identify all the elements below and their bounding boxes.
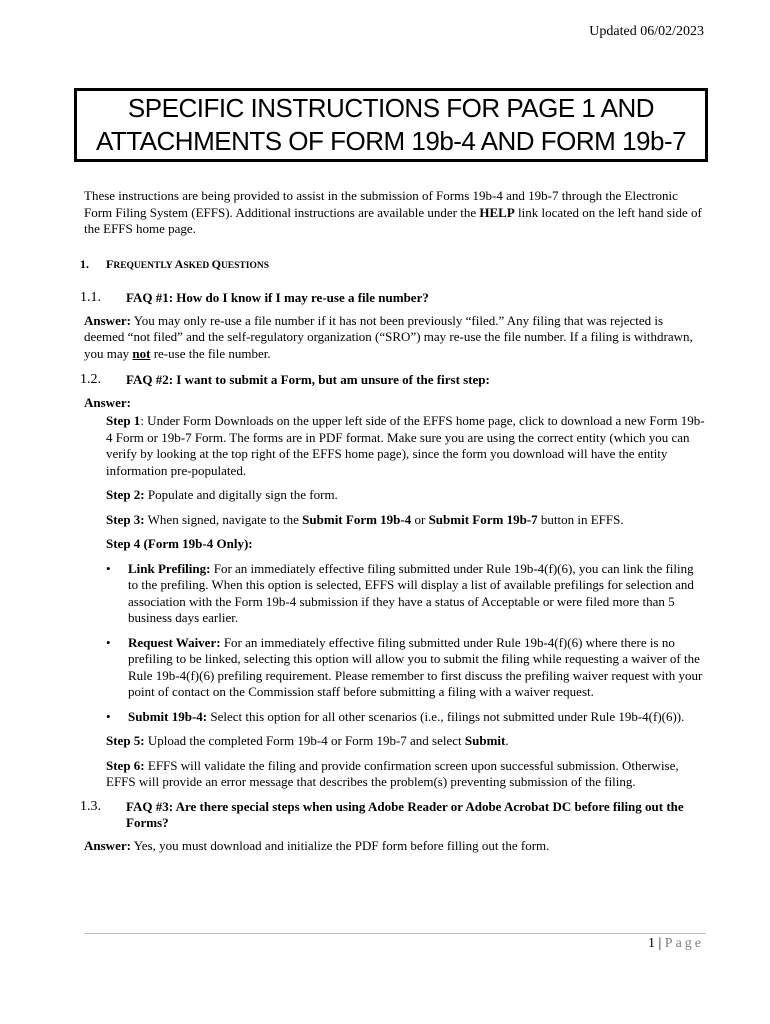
intro-paragraph xyxy=(84,188,706,238)
step-5-period: . xyxy=(505,733,509,748)
step-3-label: Step 3: xyxy=(106,511,145,527)
bullet-icon: • xyxy=(106,634,111,650)
heading-smallcaps: REQUENTLY xyxy=(113,260,175,271)
heading-cap: Q xyxy=(211,256,221,271)
faq-1-answer xyxy=(84,313,706,363)
step-6-text: EFFS will validate the filing and provide confirmation screen upon successful submission. Otherwise, EFFS will provide an error message that describes the problem(s) preventing submission of the filing. xyxy=(106,757,679,789)
faq-2-number: 1.2. xyxy=(80,372,101,387)
step-4-heading: Step 4 (Form 19b-4 Only): xyxy=(106,536,253,551)
step-1-label: Step 1 xyxy=(106,413,141,428)
section-number: 1. xyxy=(80,256,89,271)
answer-label: Answer: xyxy=(84,837,131,853)
faq-3-answer xyxy=(84,838,706,855)
faq-3-question-text: FAQ #3: Are there special steps when using Adobe Reader or Adobe Acrobat DC before filing out the Forms? xyxy=(126,798,684,830)
step-4-options xyxy=(106,561,706,726)
answer-text: You may only re-use a file number if it has not been previously “filed.” Any filing that was rejected is deemed “not filed” and the self-regulatory organization (“SRO”) may re-use the file number. If a filing is withdrawn, you may xyxy=(84,312,693,361)
step-4-label xyxy=(106,536,706,553)
step-2 xyxy=(106,487,706,504)
answer-label: Answer: xyxy=(84,312,131,328)
faq-2-question xyxy=(80,372,706,389)
step-3 xyxy=(106,512,706,529)
faq-3-question xyxy=(80,799,706,832)
page-number: 1 xyxy=(647,936,655,951)
help-link-text: HELP xyxy=(479,204,515,220)
option-label: Link Prefiling: xyxy=(128,560,211,576)
faq-1-question-text: FAQ #1: How do I know if I may re-use a file number? xyxy=(126,290,429,305)
submit-keyword: Submit xyxy=(464,733,506,748)
submit-19b4-button-name: Submit Form 19b-4 xyxy=(302,511,412,527)
page-footer xyxy=(648,936,704,952)
step-2-text: Populate and digitally sign the form. xyxy=(144,487,338,502)
updated-date: Updated 06/02/2023 xyxy=(589,24,704,39)
title-line-1: SPECIFIC INSTRUCTIONS FOR PAGE 1 AND xyxy=(127,93,655,123)
option-text: For an immediately effective filing submitted under Rule 19b-4(f)(6), you can link the filing to the prefiling. When this option is selected, EFFS will display a list of available prefilings for selection and association with the Form 19b-4 submission if they have a status of Acceptable or were filed more than 5 business days earlier. xyxy=(128,560,694,625)
heading-smallcaps: SKED xyxy=(183,260,212,271)
list-item xyxy=(106,635,706,701)
option-text: Select this option for all other scenarios (i.e., filings not submitted under Rule 19b-4(f)(6)). xyxy=(207,708,685,724)
step-5 xyxy=(106,733,706,750)
step-2-label: Step 2: xyxy=(106,487,145,502)
answer-text-end: re-use the file number. xyxy=(150,345,271,361)
document-title xyxy=(74,88,708,162)
page-word: Page xyxy=(664,936,704,951)
step-1 xyxy=(106,413,706,479)
list-item xyxy=(106,709,706,726)
footer-divider xyxy=(84,933,706,934)
answer-emphasis-not: not xyxy=(132,345,151,361)
option-label: Request Waiver: xyxy=(128,634,221,650)
step-5-text: Upload the completed Form 19b-4 or Form 19b-7 and select xyxy=(144,733,465,748)
bullet-icon: • xyxy=(106,560,111,576)
heading-smallcaps: UESTIONS xyxy=(220,260,269,271)
heading-cap: F xyxy=(106,256,114,271)
step-6-label: Step 6: xyxy=(106,757,145,773)
faq-2-steps xyxy=(84,413,706,791)
step-3-text: When signed, navigate to the xyxy=(144,511,303,527)
list-item xyxy=(106,561,706,627)
option-label: Submit 19b-4: xyxy=(128,708,208,724)
step-6 xyxy=(106,758,706,791)
faq-1-question xyxy=(80,290,706,307)
section-heading-faq xyxy=(80,256,706,275)
option-text: For an immediately effective filing submitted under Rule 19b-4(f)(6) where there is no prefiling to be linked, selecting this option will allow you to submit the filing while requesting a waiver of the Rule 19b-4(f)(6) prefiling requirement. Please remember to first discuss the prefiling waiver request with your point of contact on the Commission staff before submitting a filing with a waiver request. xyxy=(128,634,703,699)
step-5-label: Step 5: xyxy=(106,733,145,748)
intro-text: These instructions are being provided to assist in the submission of Forms 19b-4 and 19b-7 through the Electronic Form Filing System (EFFS). Additional instructions are available under the xyxy=(84,188,678,220)
bullet-icon: • xyxy=(106,708,111,724)
title-line-2: ATTACHMENTS OF FORM 19b-4 AND FORM 19b-7 xyxy=(95,126,687,156)
faq-2-question-text: FAQ #2: I want to submit a Form, but am unsure of the first step: xyxy=(126,372,490,387)
document-body xyxy=(80,188,706,854)
faq-3-number: 1.3. xyxy=(80,798,101,814)
submit-19b7-button-name: Submit Form 19b-7 xyxy=(428,511,538,527)
faq-2-answer-label: Answer: xyxy=(84,394,131,410)
step-1-text: : Under Form Downloads on the upper left side of the EFFS home page, click to download a new Form 19b-4 Form or 19b-7 Form. The forms are in PDF format. Make sure you are using the correct entity (which you can verify by looking at the top right of the EFFS home page), since the form you download will have the entity information pre-populated. xyxy=(106,413,705,478)
intro-text-end: link located on the left hand side of the EFFS home page. xyxy=(84,204,702,236)
answer-text: Yes, you must download and initialize the PDF form before filling out the form. xyxy=(130,837,550,853)
footer-separator: | xyxy=(654,936,665,951)
step-3-or: or xyxy=(411,511,429,527)
faq-1-number: 1.1. xyxy=(80,290,101,305)
step-3-text-end: button in EFFS. xyxy=(537,511,624,527)
heading-cap: A xyxy=(174,256,184,271)
